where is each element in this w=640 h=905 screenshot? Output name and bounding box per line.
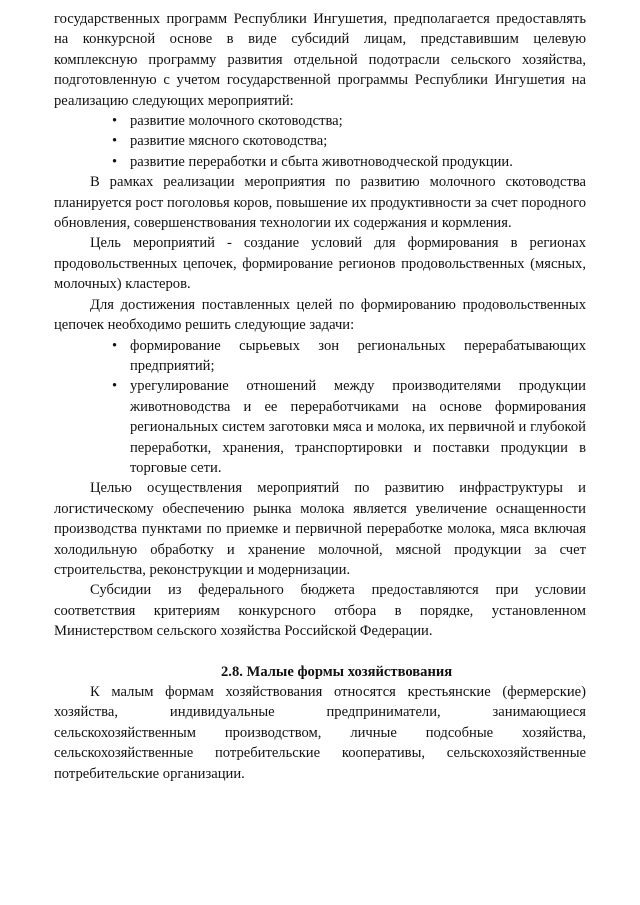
section-heading: 2.8. Малые формы хозяйствования	[221, 663, 453, 680]
paragraph-dairy: В рамках реализации мероприятия по развитию молочного скотоводства планируется рост поголовья коров, повышение их продуктивности за счет породного обновления, совершенствования технологии их содержания и кормления.	[54, 174, 586, 232]
list-item: • развитие переработки и сбыта животноводческой продукции.	[54, 152, 586, 172]
list-item: • урегулирование отношений между производителями продукции животноводства и ее переработчиками на основе формирования региональных систем заготовки мяса и молока, их первичной и глубокой переработки, хранения, транспортировки и поставки продукции в торговые сети.	[112, 378, 586, 476]
section-spacer	[54, 642, 586, 662]
list-item: • развитие молочного скотоводства;	[54, 111, 586, 131]
list-item: • формирование сырьевых зон региональных перерабатывающих предприятий;	[112, 337, 586, 374]
paragraph-goal: Цель мероприятий - создание условий для формирования в регионах продовольственных цепочек, формирование регионов продовольственных (мясных, молочных) кластеров.	[54, 235, 586, 293]
paragraph-infrastructure: Целью осуществления мероприятий по развитию инфраструктуры и логистическому обеспечению рынка молока является увеличение оснащенности производства пунктами по приемке и первичной переработке молока, мяса включая холодильную обработку и хранение молочной, мясной продукции за счет строительства, реконструкции и модернизации.	[54, 480, 586, 578]
paragraph-tasks-intro: Для достижения поставленных целей по формированию продовольственных цепочек необходимо решить следующие задачи:	[54, 296, 586, 334]
list-item: • развитие мясного скотоводства;	[54, 131, 586, 151]
bullet-icon: •	[112, 337, 118, 354]
bullet-icon: •	[112, 378, 118, 395]
paragraph-small-forms: К малым формам хозяйствования относятся крестьянские (фермерские) хозяйства, индивидуальные предприниматели, занимающиеся сельскохозяйственным производством, личные подсобные хозяйства, сельскохозяйственные потребительские кооперативы, сельскохозяйственные потребительские организации.	[54, 684, 586, 782]
bullet-icon: •	[112, 153, 118, 170]
bullet-icon: •	[112, 133, 118, 150]
tasks-list	[54, 336, 586, 479]
bullet-icon: •	[112, 113, 118, 130]
activities-list	[54, 111, 586, 172]
paragraph-subsidies: Субсидии из федерального бюджета предоставляются при условии соответствия критериям конкурсного отбора в порядке, установленном Министерством сельского хозяйства Российской Федерации.	[54, 582, 586, 640]
paragraph-programs: государственных программ Республики Ингушетия, предполагается предоставлять на конкурсной основе в виде субсидий лицам, представившим целевую комплексную программу развития отдельной подотрасли сельского хозяйства, подготовленную с учетом государственной программы Республики Ингушетия на реализацию следующих мероприятий:	[54, 11, 586, 109]
